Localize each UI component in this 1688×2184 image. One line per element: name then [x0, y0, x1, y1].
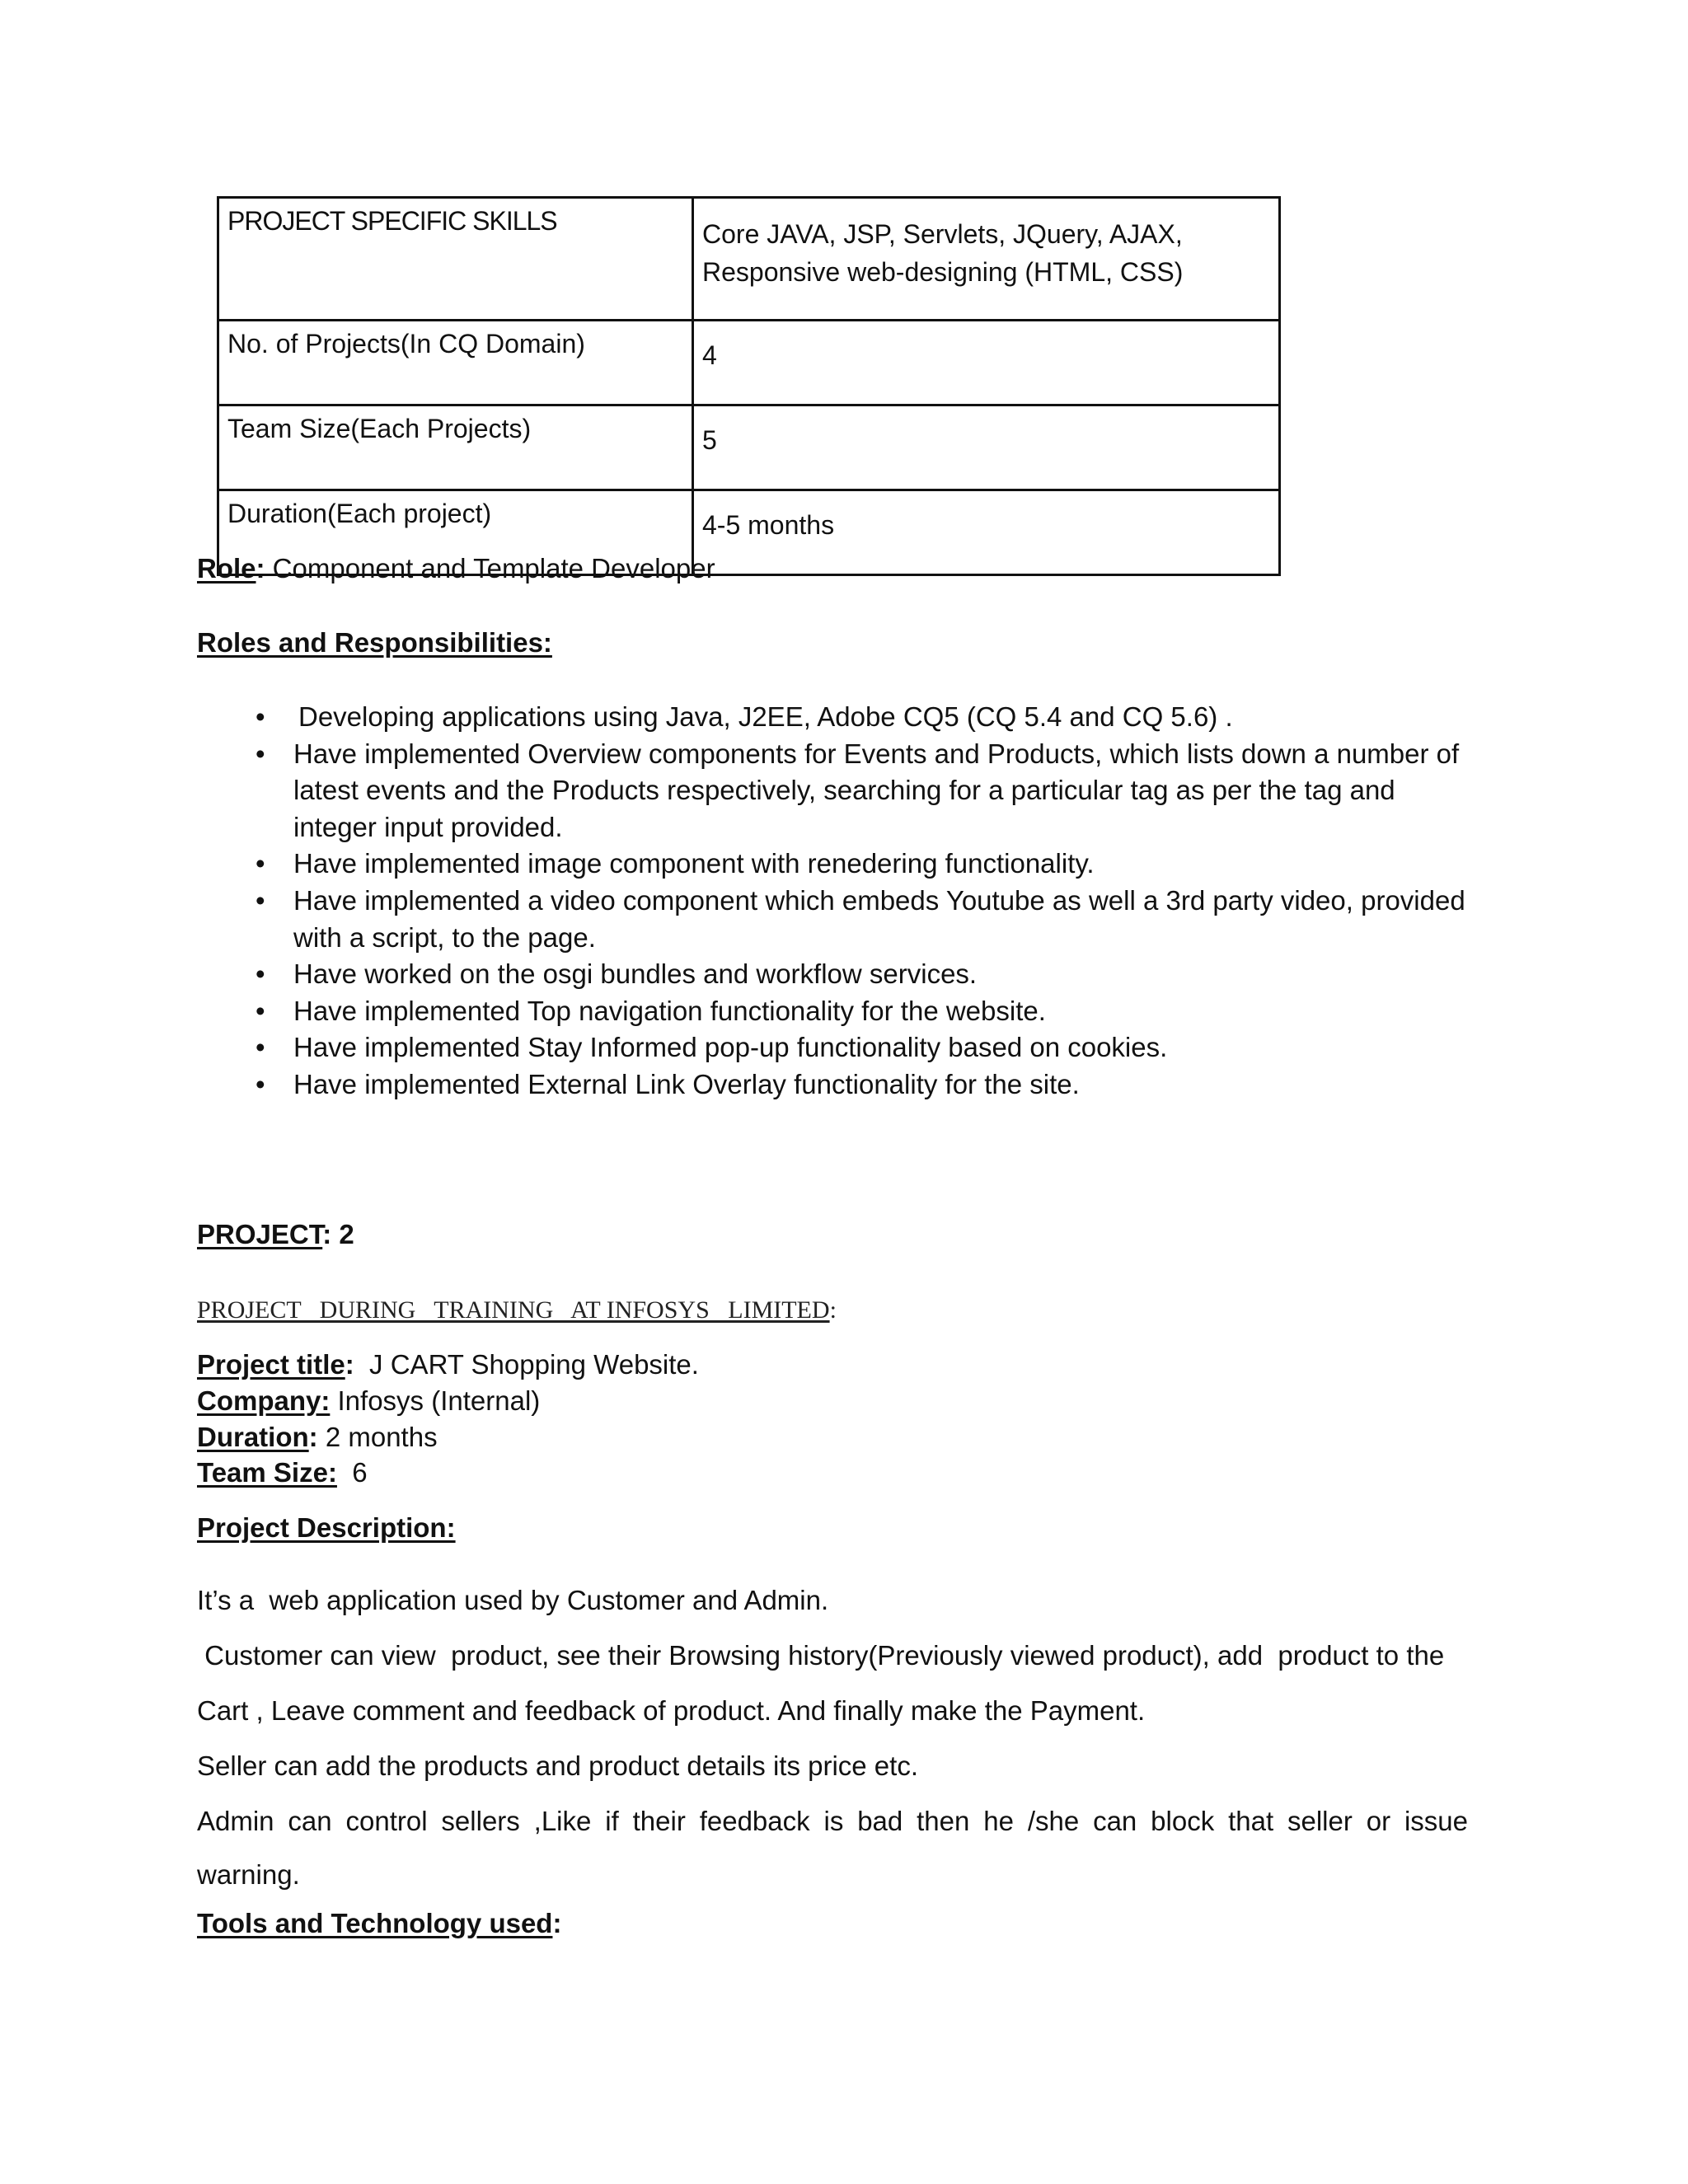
list-item-text: Have implemented image component with renedering functionality. — [293, 848, 1095, 879]
description-line: Admin can control sellers ,Like if their feedback is bad then he /she can block that seller or issue — [197, 1806, 1468, 1836]
list-item — [247, 1066, 1484, 1104]
table-row — [218, 198, 1280, 321]
team-size-line — [197, 1455, 368, 1491]
duration-colon: : — [308, 1422, 318, 1452]
bullet-icon: • — [256, 1068, 265, 1099]
table-row — [218, 405, 1280, 490]
project-description-heading: Project Description: — [197, 1512, 456, 1543]
table-value-cell: 5 — [693, 405, 1280, 490]
list-item-text: Have implemented Stay Informed pop-up functionality based on cookies. — [293, 1032, 1168, 1063]
table-key-cell: Team Size(Each Projects) — [218, 405, 693, 490]
list-item — [247, 956, 1484, 993]
list-item — [247, 699, 1484, 736]
list-item-text: Have implemented External Link Overlay functionality for the site. — [293, 1068, 1080, 1099]
team-size-value: 6 — [336, 1457, 368, 1488]
project-title-line — [197, 1347, 699, 1383]
company-value: Infosys (Internal) — [330, 1385, 541, 1416]
table-key-cell: No. of Projects(In CQ Domain) — [218, 321, 693, 405]
training-colon: : — [829, 1296, 837, 1324]
duration-value: 2 months — [317, 1422, 438, 1452]
duration-line — [197, 1419, 438, 1455]
list-item — [247, 846, 1484, 883]
table-value-cell: 4 — [693, 321, 1280, 405]
list-item-text: Developing applications using Java, J2EE, Adobe CQ5 (CQ 5.4 and CQ 5.6) . — [298, 701, 1233, 732]
list-item — [247, 1029, 1484, 1066]
list-item-text: Have implemented Overview components for Events and Products, which lists down a number of latest events and the Products respectively, searching for a particular tag as per the tag and integer input provided. — [293, 738, 1460, 842]
training-line — [197, 1294, 837, 1327]
duration-label: Duration — [197, 1422, 309, 1452]
company-label: Company: — [197, 1385, 331, 1416]
tools-heading — [197, 1905, 561, 1942]
list-item — [247, 736, 1484, 846]
description-line: It’s a web application used by Customer and Admin. — [197, 1585, 829, 1615]
list-item — [247, 883, 1484, 956]
project-title-colon: : — [345, 1349, 354, 1380]
list-item-text: Have implemented Top navigation functionality for the website. — [293, 995, 1046, 1026]
table-value-cell: 4-5 months — [693, 490, 1280, 575]
list-item — [247, 993, 1484, 1030]
table-key-cell: Duration(Each project) — [218, 490, 693, 575]
bullet-icon: • — [256, 995, 265, 1026]
list-item-text: Have worked on the osgi bundles and workflow services. — [293, 958, 978, 990]
tools-colon: : — [552, 1908, 562, 1938]
responsibilities-heading: Roles and Responsibilities: — [197, 627, 552, 658]
table-key-cell: PROJECT SPECIFIC SKILLS — [218, 198, 693, 321]
bullet-icon: • — [256, 738, 265, 769]
bullet-icon: • — [256, 1032, 265, 1063]
bullet-icon: • — [256, 958, 265, 990]
project-label: PROJECT — [197, 1219, 323, 1249]
training-text: PROJECT DURING TRAINING AT INFOSYS LIMITED — [197, 1296, 830, 1324]
description-line: Customer can view product, see their Browsing history(Previously viewed product), add product to the — [197, 1640, 1445, 1671]
project-2-heading — [197, 1216, 354, 1253]
bullet-icon: • — [256, 884, 265, 916]
project-title-label: Project title — [197, 1349, 345, 1380]
role-label: Role — [197, 553, 256, 583]
role-line — [197, 551, 715, 587]
bullet-icon: • — [256, 701, 265, 732]
tools-label: Tools and Technology used — [197, 1908, 553, 1938]
project-title-value: J CART Shopping Website. — [354, 1349, 699, 1380]
role-value: Component and Template Developer — [265, 553, 715, 583]
bullet-icon: • — [256, 848, 265, 879]
skills-line-1: Core JAVA, JSP, Servlets, JQuery, AJAX, — [702, 219, 1183, 249]
description-line: Seller can add the products and product details its price etc. — [197, 1750, 918, 1781]
table-value-cell — [693, 198, 1280, 321]
project-skills-table — [217, 196, 1281, 576]
team-size-label: Team Size: — [197, 1457, 337, 1488]
list-item-text: Have implemented a video component which embeds Youtube as well a 3rd party video, provided with a script, to the page. — [293, 884, 1465, 953]
description-line: Cart , Leave comment and feedback of product. And finally make the Payment. — [197, 1695, 1146, 1726]
skills-line-2: Responsive web-designing (HTML, CSS) — [702, 257, 1184, 287]
role-colon: : — [256, 553, 265, 583]
company-line — [197, 1383, 540, 1419]
table-row — [218, 321, 1280, 405]
description-line: warning. — [197, 1859, 300, 1890]
responsibilities-list — [247, 699, 1484, 1104]
project-number: : 2 — [322, 1219, 354, 1249]
